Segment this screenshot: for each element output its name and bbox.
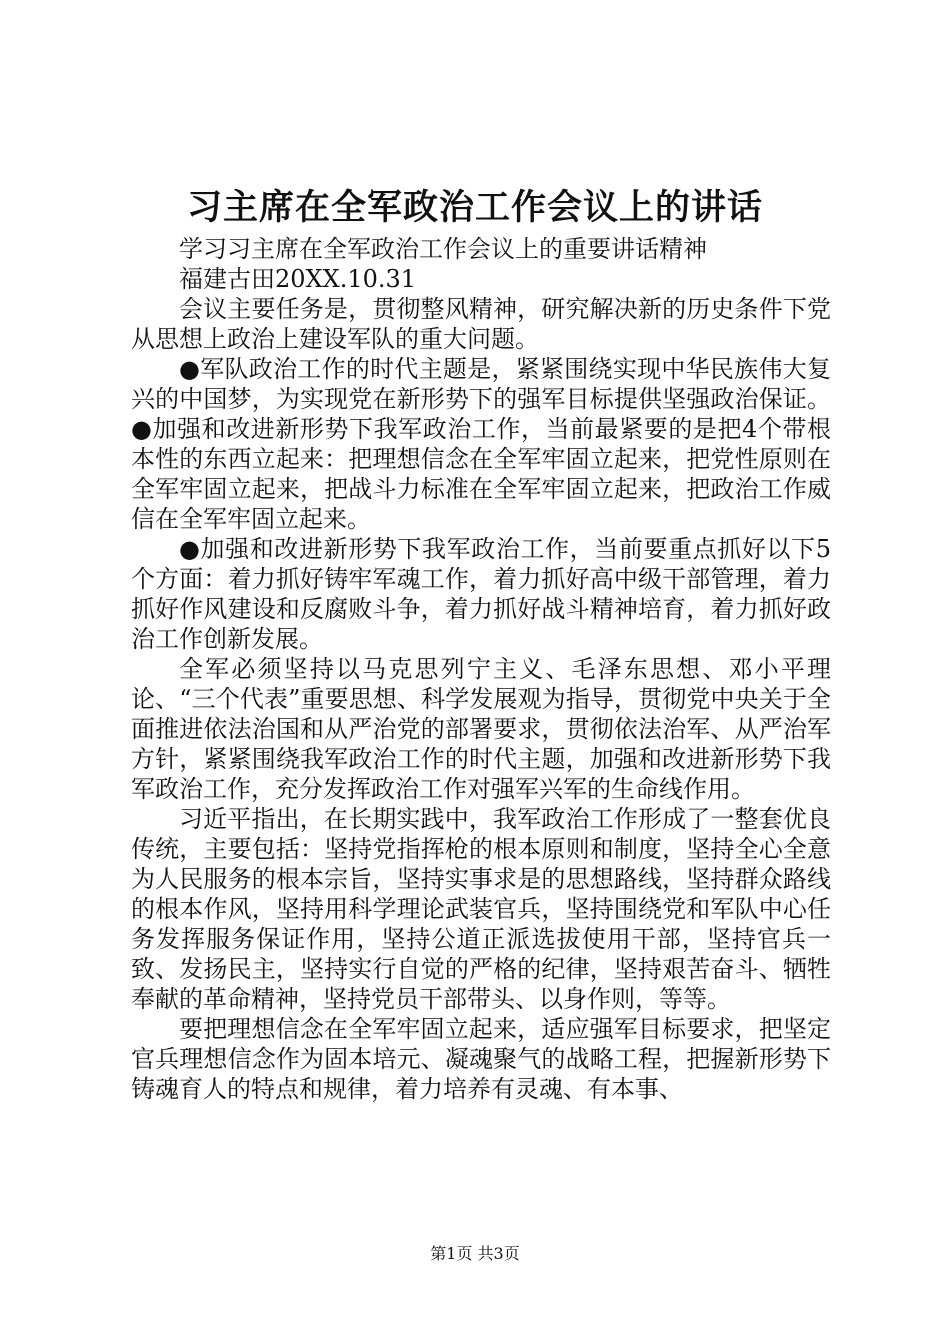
page-number-footer: 第1页 共3页 [430, 1244, 520, 1263]
body-paragraph: 会议主要任务是，贯彻整风精神，研究解决新的历史条件下党从思想上政治上建设军队的重大问题。 [131, 295, 831, 353]
subtitle-paragraph: 学习习主席在全军政治工作会议上的重要讲话精神 [179, 235, 707, 263]
body-paragraph: ●军队政治工作的时代主题是，紧紧围绕实现中华民族伟大复兴的中国梦，为实现党在新形势下的强军目标提供坚强政治保证。●加强和改进新形势下我军政治工作，当前最紧要的是把4个带根本性的东西立起来：把理想信念在全军牢固立起来，把党性原则在全军牢固立起来，把战斗力标准在全军牢固立起来，把政治工作威信在全军牢固立起来。 [131, 355, 831, 533]
body-paragraph: 全军必须坚持以马克思列宁主义、毛泽东思想、邓小平理论、“三个代表”重要思想、科学发展观为指导，贯彻党中央关于全面推进依法治国和从严治党的部署要求，贯彻依法治军、从严治军方针，紧紧围绕我军政治工作的时代主题，加强和改进新形势下我军政治工作，充分发挥政治工作对强军兴军的生命线作用。 [131, 655, 831, 803]
document-title: 习主席在全军政治工作会议上的讲话 [186, 187, 763, 228]
date-location-paragraph: 福建古田20XX.10.31 [179, 265, 417, 293]
body-paragraph: ●加强和改进新形势下我军政治工作，当前要重点抓好以下5个方面：着力抓好铸牢军魂工作，着力抓好高中级干部管理，着力抓好作风建设和反腐败斗争，着力抓好战斗精神培育，着力抓好政治工作创新发展。 [131, 535, 831, 653]
body-paragraph: 习近平指出，在长期实践中，我军政治工作形成了一整套优良传统，主要包括：坚持党指挥枪的根本原则和制度，坚持全心全意为人民服务的根本宗旨，坚持实事求是的思想路线，坚持群众路线的根本作风，坚持用科学理论武装官兵，坚持围绕党和军队中心任务发挥服务保证作用，坚持公道正派选拔使用干部，坚持官兵一致、发扬民主，坚持实行自觉的严格的纪律，坚持艰苦奋斗、牺牲奉献的革命精神，坚持党员干部带头、以身作则，等等。 [131, 805, 831, 1013]
document-body [131, 234, 831, 1104]
body-paragraph: 要把理想信念在全军牢固立起来，适应强军目标要求，把坚定官兵理想信念作为固本培元、凝魂聚气的战略工程，把握新形势下铸魂育人的特点和规律，着力培养有灵魂、有本事、 [131, 1015, 831, 1103]
